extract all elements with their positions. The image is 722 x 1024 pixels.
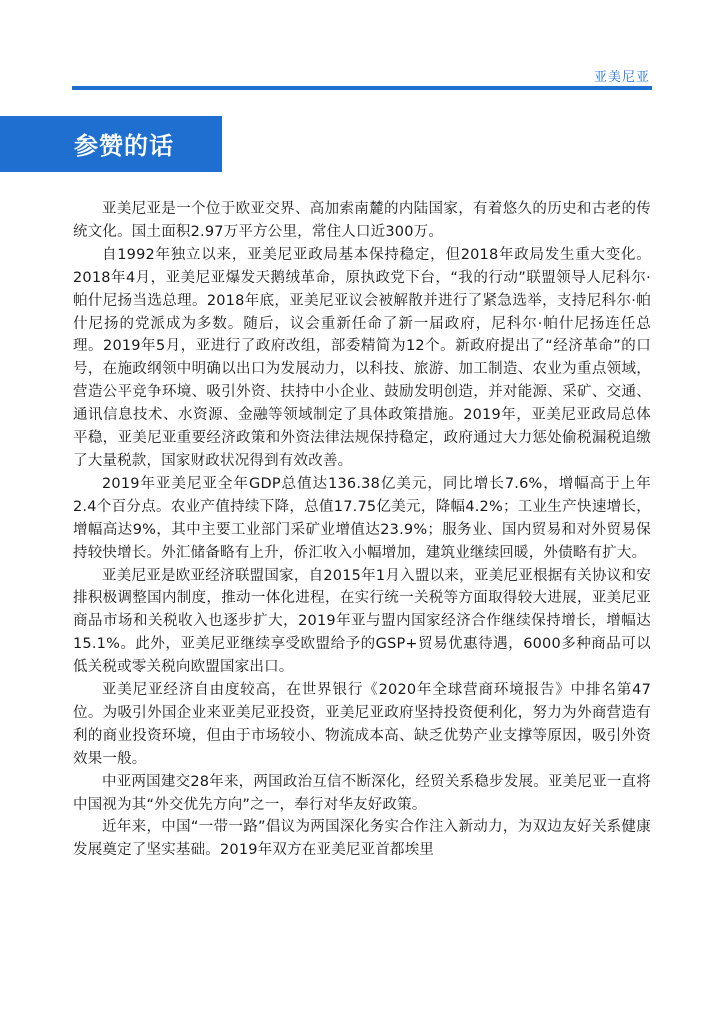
paragraph: 近年来，中国“一带一路”倡议为两国深化务实合作注入新动力，为双边友好关系健康发展奠定了坚实基础。2019年双方在亚美尼亚首都埃里 (73, 819, 651, 859)
paragraph: 中亚两国建交28年来，两国政治互信不断深化，经贸关系稳步发展。亚美尼亚一直将中国视为其“外交优先方向”之一，奉行对华友好政策。 (73, 773, 651, 813)
paragraph: 亚美尼亚是一个位于欧亚交界、高加索南麓的内陆国家，有着悠久的历史和古老的传统文化。国土面积2.97万平方公里，常住人口近300万。 (73, 201, 651, 240)
section-banner (0, 116, 222, 172)
section-title: 参赞的话 (74, 132, 174, 160)
paragraph: 亚美尼亚是欧亚经济联盟国家，自2015年1月入盟以来，亚美尼亚根据有关协议和安排积极调整国内制度，推动一体化进程，在实行统一关税等方面取得较大进展，亚美尼亚商品市场和关税收入也逐步扩大，2019年亚与盟内国家经济合作继续保持增长，增幅达15.1%。此外，亚美尼亚继续享受欧盟给予的GSP+贸易优惠待遇，6000多种商品可以低关税或零关税向欧盟国家出口。 (73, 567, 651, 676)
paragraph: 自1992年独立以来，亚美尼亚政局基本保持稳定，但2018年政局发生重大变化。2018年4月，亚美尼亚爆发天鹅绒革命，原执政党下台，“我的行动”联盟领导人尼科尔·帕什尼扬当选总理。2018年底，亚美尼亚议会被解散并进行了紧急选举，支持尼科尔·帕什尼扬的党派成为多数。随后，议会重新任命了新一届政府，尼科尔·帕什尼扬连任总理。2019年5月，亚进行了政府改组，部委精简为12个。新政府提出了“经济革命”的口号，在施政纲领中明确以出口为发展动力，以科技、旅游、加工制造、农业为重点领域，营造公平竞争环境、吸引外资、扶持中小企业、鼓励发明创造，并对能源、采矿、交通、通讯信息技术、水资源、金融等领域制定了具体政策措施。2019年，亚美尼亚政局总体平稳，亚美尼亚重要经济政策和外资法律法规保持稳定，政府通过大力惩处偷税漏税追缴了大量税款，国家财政状况得到有效改善。 (73, 246, 651, 469)
header-rule (72, 86, 652, 90)
running-header-title: 亚美尼亚 (593, 70, 650, 85)
paragraph: 2019年亚美尼亚全年GDP总值达136.38亿美元，同比增长7.6%，增幅高于上年2.4个百分点。农业产值持续下降，总值17.75亿美元，降幅4.2%；工业生产快速增长，增幅高达9%，其中主要工业部门采矿业增值达23.9%；服务业、国内贸易和对外贸易保持较快增长。外汇储备略有上升，侨汇收入小幅增加，建筑业继续回暖，外债略有扩大。 (73, 475, 651, 561)
paragraph: 亚美尼亚经济自由度较高，在世界银行《2020年全球营商环境报告》中排名第47位。为吸引外国企业来亚美尼亚投资，亚美尼亚政府坚持投资便利化，努力为外商营造有利的商业投资环境，但由于市场较小、物流成本高、缺乏优势产业支撑等原因，吸引外资效果一般。 (73, 682, 651, 767)
body-text (73, 198, 651, 862)
